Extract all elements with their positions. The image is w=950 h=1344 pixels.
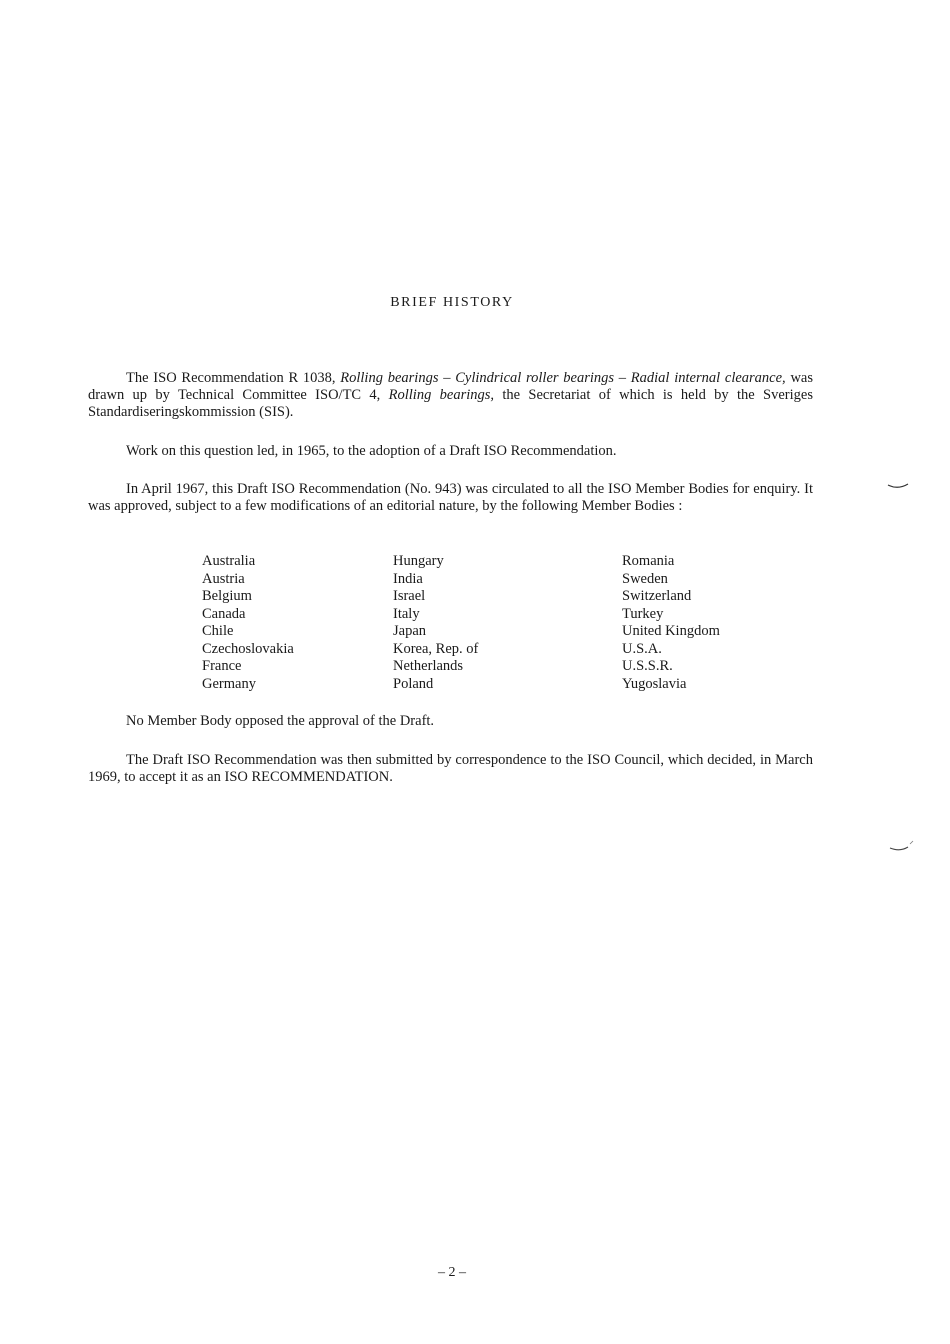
list-item: Korea, Rep. of [393,640,479,657]
list-item: Czechoslovakia [202,640,294,657]
history-paragraph-1 [88,370,813,421]
history-paragraph-4: No Member Body opposed the approval of the Draft. [126,713,435,729]
list-item: U.S.A. [622,640,662,657]
list-item: Italy [393,605,420,622]
list-item: Canada [202,605,246,622]
list-item: Germany [202,675,256,692]
list-item: Netherlands [393,658,464,674]
list-item: Australia [202,553,256,569]
list-item: Hungary [393,553,444,569]
list-item: France [202,658,242,674]
list-item: Japan [393,623,427,639]
list-item: U.S.S.R. [622,658,673,674]
paragraph-1-text-c: the Secretariat of which is held by the Sveriges Standardiseringskommission (SIS). [88,387,813,420]
paragraph-1-text-a: The ISO Recommendation R 1038, [126,370,341,386]
paragraph-1-standard-title: Rolling bearings – Cylindrical roller bearings – Radial internal clearance, [340,370,786,386]
list-item: Israel [393,588,426,604]
list-item: Sweden [622,570,668,587]
member-bodies-column-2 [393,553,478,693]
list-item: India [393,570,423,587]
page-number: – 2 – [438,1265,466,1280]
list-item: Belgium [202,588,252,604]
paragraph-1-text-b: was drawn up by Technical Committee ISO/TC 4, [88,370,813,403]
list-item: Poland [393,675,434,692]
list-item: Austria [202,570,245,587]
list-item: Switzerland [622,588,692,604]
list-item: Chile [202,623,234,639]
member-bodies-column-1 [202,553,294,693]
paragraph-1-committee-title: Rolling bearings, [388,387,495,403]
scan-mark-icon [888,838,916,854]
history-paragraph-3: In April 1967, this Draft ISO Recommendation (No. 943) was circulated to all the ISO Member Bodies for enquiry. It was approved, subject to a few modifications of an editorial nature, by the following Member Bodies : [88,481,813,514]
page-title: BRIEF HISTORY [390,295,514,310]
history-paragraph-2: Work on this question led, in 1965, to the adoption of a Draft ISO Recommendation. [126,443,617,459]
list-item: United Kingdom [622,623,720,639]
scan-mark-icon [886,478,912,492]
list-item: Romania [622,553,675,569]
history-paragraph-5: The Draft ISO Recommendation was then submitted by correspondence to the ISO Council, which decided, in March 1969, to accept it as an ISO RECOMMENDATION. [88,752,813,785]
list-item: Yugoslavia [622,675,687,692]
list-item: Turkey [622,605,664,622]
member-bodies-column-3 [622,553,720,693]
